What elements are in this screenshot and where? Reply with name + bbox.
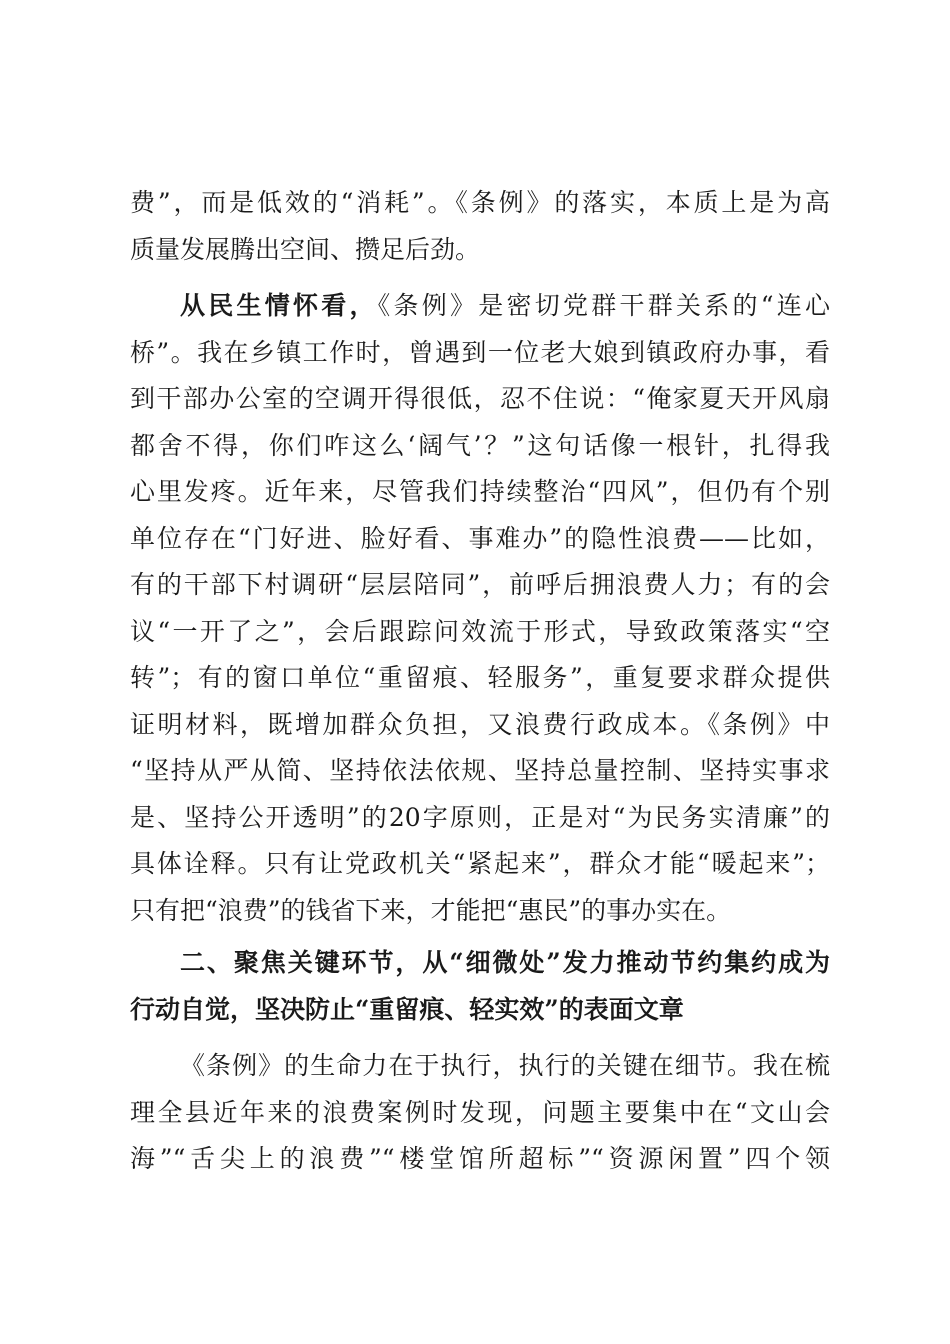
paragraph-continuation — [130, 180, 830, 273]
heading-line: 二、聚焦关键环节，从“细微处”发力推动节约集约成为 — [180, 948, 830, 977]
section-heading — [130, 940, 830, 1033]
text-line: 理全县近年来的浪费案例时发现，问题主要集中在“文山会 — [130, 1097, 830, 1127]
text-line: 桥”。我在乡镇工作时，曾遇到一位老大娘到镇政府办事，看 — [130, 337, 830, 367]
text-line: 《条例》的生命力在于执行，执行的关键在细节。我在梳 — [180, 1051, 830, 1080]
text-line: 海”“舌尖上的浪费”“楼堂馆所超标”“资源闲置”四个领 — [130, 1144, 830, 1173]
text-line-rest: 《条例》是密切党群干群关系的“连心 — [377, 291, 830, 320]
text-line: 转”；有的窗口单位“重留痕、轻服务”，重复要求群众提供 — [130, 663, 830, 692]
text-line: 证明材料，既增加群众负担，又浪费行政成本。《条例》中 — [130, 709, 830, 739]
text-line: 只有把“浪费”的钱省下来，才能把“惠民”的事办实在。 — [130, 895, 732, 925]
paragraph-execution — [130, 1043, 830, 1183]
text-line: 到干部办公室的空调开得很低，忍不住说：“俺家夏天开风扇 — [130, 384, 830, 413]
heading-line: 行动自觉，坚决防止“重留痕、轻实效”的表面文章 — [130, 994, 684, 1024]
text-line: 有的干部下村调研“层层陪同”，前呼后拥浪费人力；有的会 — [130, 570, 830, 599]
text-line: 心里发疼。近年来，尽管我们持续整治“四风”，但仍有个别 — [130, 477, 830, 506]
text-line: 议“一开了之”，会后跟踪问效流于形式，导致政策落实“空 — [130, 616, 830, 646]
text-line: 质量发展腾出空间、攒足后劲。 — [130, 234, 481, 264]
text-line: 单位存在“门好进、脸好看、事难办”的隐性浪费——比如， — [130, 523, 830, 553]
text-line: “坚持从严从简、坚持依法依规、坚持总量控制、坚持实事求 — [130, 756, 830, 785]
text-line: 是、坚持公开透明”的20字原则，正是对“为民务实清廉”的 — [130, 802, 830, 832]
document-body — [130, 180, 830, 1183]
text-line: 费”，而是低效的“消耗”。《条例》的落实，本质上是为高 — [130, 188, 830, 217]
paragraph-lead: 从民生情怀看， — [180, 291, 378, 320]
text-line — [130, 283, 830, 330]
text-line: 都舍不得，你们咋这么‘阔气’？”这句话像一根针，扎得我 — [130, 430, 830, 460]
text-line: 具体诠释。只有让党政机关“紧起来”，群众才能“暖起来”； — [130, 849, 830, 878]
paragraph-livelihood — [130, 283, 830, 934]
